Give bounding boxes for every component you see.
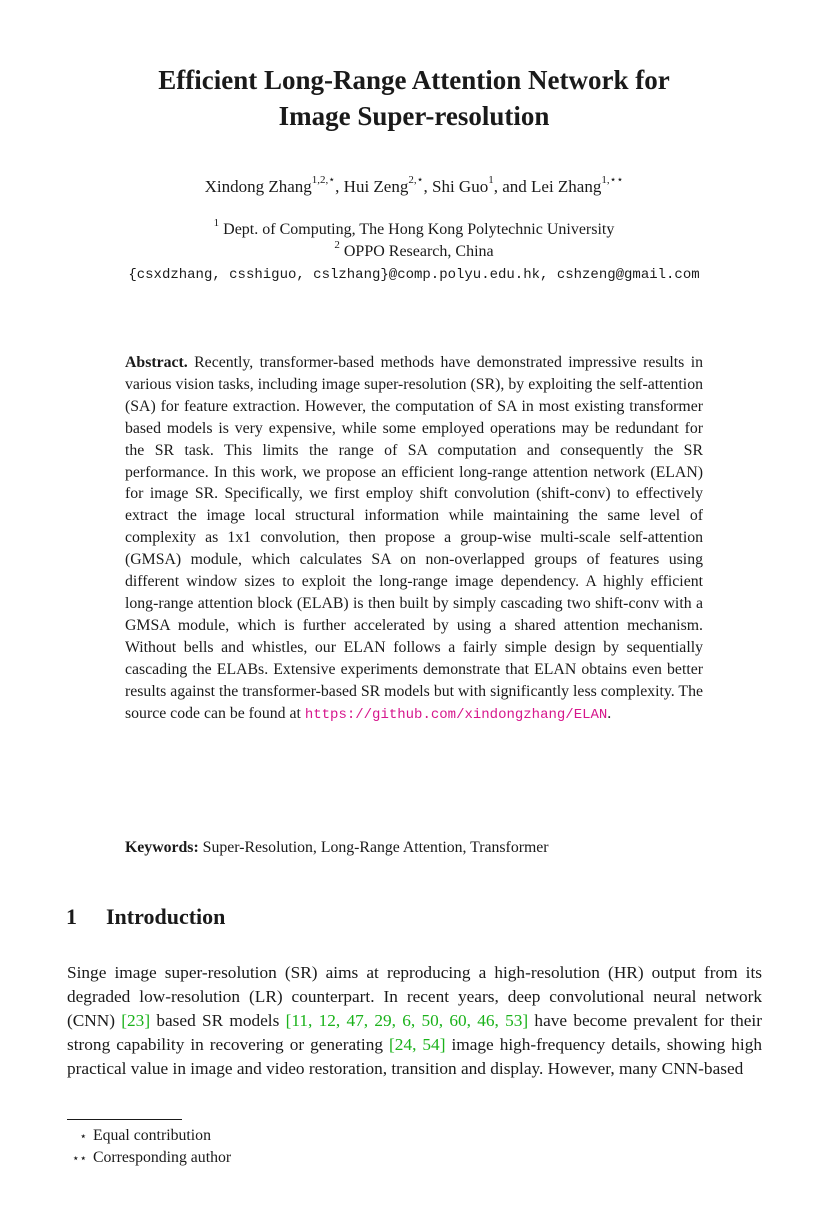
affiliation-mark: 1: [213, 216, 220, 229]
abstract-end: .: [607, 704, 612, 722]
title-line-1: Efficient Long-Range Attention Network for: [158, 65, 670, 95]
intro-paragraph: [67, 961, 762, 1081]
author-separator: ,: [335, 177, 344, 196]
author-list: [60, 176, 768, 198]
citation-link[interactable]: [24, 54]: [389, 1035, 446, 1054]
intro-text: Singe image super-resolution (SR) aims at reproducing a high-resolution (HR) output from its degraded low-resolution (LR) counterpart. In recent years, deep convolutional neural network (CNN): [67, 963, 762, 1030]
author-name: Lei Zhang: [531, 177, 602, 196]
citation-link[interactable]: [11, 12, 47, 29, 6, 50, 60, 46, 53]: [285, 1011, 529, 1030]
title-line-2: Image Super-resolution: [278, 101, 550, 131]
keywords-text: Super-Resolution, Long-Range Attention, Transformer: [202, 839, 549, 856]
author-affiliation-mark: 1,⋆⋆: [601, 174, 624, 187]
footnote-mark: ⋆⋆: [71, 1151, 87, 1165]
author-affiliation-mark: 1,2,⋆: [311, 174, 336, 187]
section-heading: [66, 902, 225, 932]
intro-text: based SR models: [156, 1011, 280, 1030]
author-name: Hui Zeng: [343, 177, 409, 196]
author-separator: ,: [423, 177, 432, 196]
footnote-text: Corresponding author: [92, 1149, 232, 1166]
author-emails: {csxdzhang, csshiguo, cslzhang}@comp.polyu.edu.hk, cshzeng@gmail.com: [128, 267, 700, 283]
author-affiliation-mark: 1: [488, 174, 494, 187]
abstract-text: Recently, transformer-based methods have demonstrated impressive results in various vision tasks, including image super-resolution (SR), by exploiting the self-attention (SA) for feature extraction. However, the computation of SA in most existing transformer based models is very expensive, while some employed operations may be redundant for the SR task. This limits the range of SA computation and consequently the SR performance. In this work, we propose an efficient long-range attention network (ELAN) for image SR. Specifically, we first employ shift convolution (shift-conv) to effectively extract the image local structural information while maintaining the same level of complexity as 1x1 convolution, then propose a group-wise multi-scale self-attention (GMSA) module, which calculates SA on non-overlapped groups of features using different window sizes to exploit the long-range image dependency. A highly efficient long-range attention block (ELAB) is then built by simply cascading two shift-conv with a GMSA module, which is further accelerated by using a shared attention mechanism. Without bells and whistles, our ELAN follows a fairly simple design by sequentially cascading the ELABs. Extensive experiments demonstrate that ELAN obtains even better results against the transformer-based SR models but with significantly less complexity. The source code can be found at: [125, 354, 704, 722]
source-code-link[interactable]: https://github.com/xindongzhang/ELAN: [304, 706, 608, 723]
intro-text: image high-frequency details, showing high practical value in image and video restoration, transition and display. However, many CNN-based: [67, 1035, 762, 1078]
affiliation-text: Dept. of Computing, The Hong Kong Polytechnic University: [223, 221, 615, 238]
author-name: Xindong Zhang: [204, 177, 312, 196]
affiliation-mark: 2: [334, 238, 340, 251]
affiliation-text: OPPO Research, China: [343, 243, 494, 260]
abstract: [125, 352, 703, 726]
intro-text: have become prevalent for their strong capability in recovering or generating: [67, 1011, 762, 1054]
keywords: [125, 837, 703, 859]
footnote-2: [67, 1148, 231, 1168]
abstract-label: Abstract.: [125, 354, 188, 371]
keywords-label: Keywords:: [125, 839, 199, 856]
footnote-text: Equal contribution: [92, 1127, 211, 1144]
citation-link[interactable]: [23]: [121, 1011, 151, 1030]
footnote-1: [67, 1126, 211, 1146]
author-name: Shi Guo: [432, 177, 489, 196]
section-title: Introduction: [106, 904, 226, 929]
section-number: 1: [66, 904, 77, 929]
affiliation-1: [60, 216, 768, 241]
affiliation-2: [60, 238, 768, 263]
footnote-mark: ⋆: [79, 1129, 87, 1143]
author-affiliation-mark: 2,⋆: [408, 174, 424, 187]
footnote-divider: [67, 1119, 182, 1120]
paper-title: [60, 62, 768, 134]
author-separator: , and: [493, 177, 532, 196]
